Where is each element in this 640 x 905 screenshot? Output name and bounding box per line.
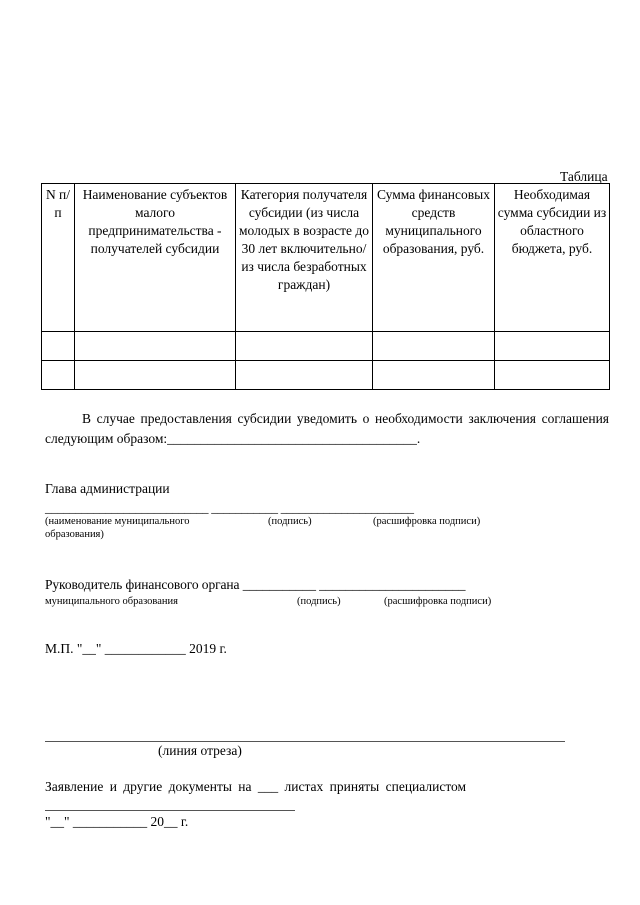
receipt-date-line: "__" ___________ 20__ г. (45, 814, 189, 829)
caption-finance-org: муниципального образования (45, 596, 178, 607)
receipt-text: Заявление и другие документы на ___ листах приняты специалистом (45, 779, 467, 794)
table-cell (373, 361, 495, 390)
table-caption: Таблица (560, 169, 608, 184)
notice-line-1: В случае предоставления субсидии уведомить о необходимости заключения (82, 411, 536, 426)
header-cell-category: Категория получателя субсидии (из числа молодых в возрасте до 30 лет включительно/из числа безработных граждан) (236, 184, 373, 332)
table-row (42, 332, 610, 361)
table-row (42, 361, 610, 390)
header-cell-recipients: Наименование субъектов малого предпринимательства - получателей субсидии (75, 184, 236, 332)
table-header-row (42, 184, 610, 332)
caption-signature-decode: (расшифровка подписи) (373, 516, 481, 527)
caption-finance-signature: (подпись) (297, 596, 341, 607)
caption-municipality-cont: образования) (45, 529, 104, 540)
notice-line-2: соглашения следующим образом:_____________________________________. (45, 411, 610, 446)
head-signature-lines: ___________________________ ___________ ______________________ (45, 501, 414, 515)
notice-paragraph (45, 409, 609, 449)
header-cell-municipal-sum: Сумма финансовых средств муниципального образования, руб. (373, 184, 495, 332)
caption-signature: (подпись) (268, 516, 312, 527)
table-cell (236, 361, 373, 390)
head-title: Глава администрации (45, 481, 170, 496)
header-cell-regional-subsidy: Необходимая сумма субсидии из областного бюджета, руб. (495, 184, 610, 332)
table-cell (495, 361, 610, 390)
subsidy-table (41, 183, 610, 390)
header-cell-number: N п/п (42, 184, 75, 332)
finance-head-line: Руководитель финансового органа ___________ ______________________ (45, 577, 466, 592)
table-cell (42, 361, 75, 390)
table-cell (236, 332, 373, 361)
table-cell (75, 332, 236, 361)
table-cell (373, 332, 495, 361)
caption-municipality: (наименование муниципального (45, 516, 190, 527)
cut-line (45, 741, 565, 742)
caption-finance-decode: (расшифровка подписи) (384, 596, 492, 607)
stamp-date-line: М.П. "__" ____________ 2019 г. (45, 641, 227, 656)
table-cell (42, 332, 75, 361)
table-cell (75, 361, 236, 390)
cut-line-label: (линия отреза) (158, 743, 242, 758)
table-cell (495, 332, 610, 361)
specialist-name-line (45, 810, 295, 811)
